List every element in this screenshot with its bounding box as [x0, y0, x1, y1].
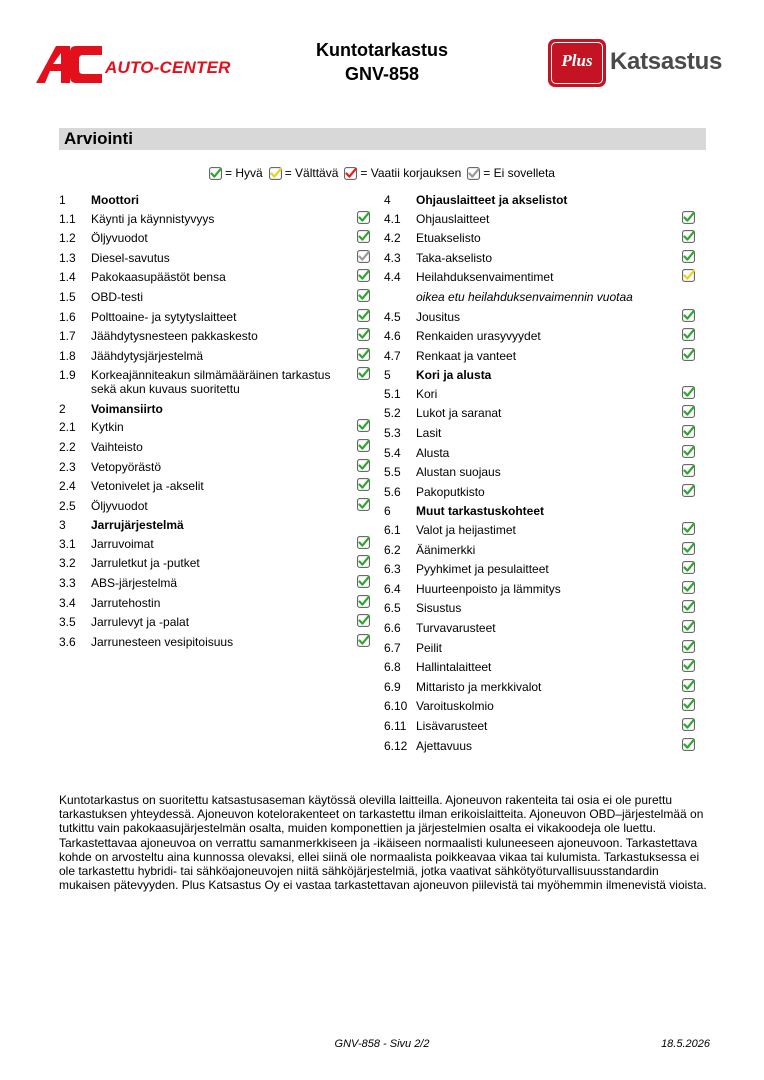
- item-number: 4.6: [384, 329, 401, 344]
- item-label: Pyyhkimet ja pesulaitteet: [416, 562, 549, 577]
- checkbox-good-icon: [682, 718, 695, 731]
- item-label: Jäähdytysjärjestelmä: [91, 348, 204, 363]
- checkbox-good-icon: [357, 211, 370, 224]
- item-number: 6.12: [384, 738, 408, 753]
- checkbox-good-icon: [682, 386, 695, 399]
- section-heading-label: Jarrujärjestelmä: [91, 518, 184, 533]
- checkbox-good-icon: [357, 536, 370, 549]
- item-label: Taka-akselisto: [416, 250, 493, 265]
- item-number: 6.3: [384, 562, 401, 577]
- item-number: 1.8: [59, 348, 76, 363]
- item-label: Öljyvuodot: [91, 231, 148, 246]
- item-label: Lukot ja saranat: [416, 406, 502, 421]
- item-number: 4.4: [384, 270, 401, 285]
- checkbox-good-icon: [357, 439, 370, 452]
- item-label: Peilit: [416, 640, 443, 655]
- item-number: 6.5: [384, 601, 401, 616]
- item-label: Renkaiden urasyvyydet: [416, 329, 541, 344]
- checkbox-good-icon: [357, 328, 370, 341]
- item-label: Alustan suojaus: [416, 465, 501, 480]
- section-title: Arviointi: [64, 129, 133, 148]
- checkbox-good-icon: [682, 405, 695, 418]
- plus-badge-text: Plus: [561, 51, 593, 70]
- item-number: 6.6: [384, 620, 401, 635]
- item-label: Kytkin: [91, 420, 124, 435]
- legend-label: = Vaatii korjauksen: [360, 166, 462, 180]
- item-label: Lisävarusteet: [416, 718, 488, 733]
- item-number: 5.2: [384, 406, 401, 421]
- item-number: 1.6: [59, 309, 76, 324]
- item-label: Diesel-savutus: [91, 250, 170, 265]
- checkbox-good-icon: [357, 309, 370, 322]
- checkbox-good-icon: [682, 581, 695, 594]
- item-label: Pakokaasupäästöt bensa: [91, 270, 226, 285]
- item-label: Polttoaine- ja sytytyslaitteet: [91, 309, 237, 324]
- item-number: 4.7: [384, 348, 401, 363]
- item-number: 3.3: [59, 576, 76, 590]
- legend-item-fair: [269, 166, 339, 180]
- checkbox-good-icon: [357, 289, 370, 302]
- item-label: Mittaristo ja merkkivalot: [416, 679, 542, 694]
- item-label: Varoituskolmio: [416, 699, 494, 714]
- checkbox-good-icon: [682, 348, 695, 361]
- legend-label: = Ei sovelleta: [483, 166, 555, 180]
- item-number: 6.2: [384, 542, 401, 557]
- item-label: Renkaat ja vanteet: [416, 348, 517, 363]
- item-label: OBD-testi: [91, 289, 144, 304]
- checkbox-good-icon: [682, 250, 695, 263]
- item-number: 2.4: [59, 479, 76, 494]
- ac-logo-mark-icon: [36, 44, 106, 84]
- checkbox-good-icon: [357, 595, 370, 608]
- checkbox-good-icon: [682, 600, 695, 613]
- checkbox-good-icon: [682, 640, 695, 653]
- item-number: 4: [384, 193, 391, 207]
- item-label: Kori: [416, 386, 438, 401]
- checkbox-good-icon: [357, 230, 370, 243]
- plus-katsastus-logo: [548, 39, 728, 87]
- section-heading-label: Kori ja alusta: [416, 368, 492, 383]
- item-number: 3.2: [59, 556, 76, 571]
- checkbox-good-icon: [682, 484, 695, 497]
- item-label: Korkeajänniteakun silmämääräinen tarkastus sekä akun kuvaus suoritettu: [91, 368, 331, 397]
- checkbox-good-icon: [357, 419, 370, 432]
- item-label: Ajettavuus: [416, 738, 473, 753]
- item-number: 2.1: [59, 420, 76, 435]
- section-heading-label: Ohjauslaitteet ja akselistot: [416, 193, 568, 207]
- item-number: 6.9: [384, 679, 401, 694]
- item-number: 5.5: [384, 465, 401, 480]
- section-heading-label: Muut tarkastuskohteet: [416, 504, 545, 519]
- item-number: 6: [384, 504, 391, 519]
- report-plate: GNV-858: [344, 64, 420, 84]
- item-label: Äänimerkki: [416, 542, 476, 557]
- item-number: 4.1: [384, 211, 401, 226]
- status-legend: [0, 166, 764, 183]
- checkbox-good-icon: [682, 328, 695, 341]
- checkbox-good-icon: [682, 698, 695, 711]
- legend-label: = Hyvä: [225, 166, 263, 180]
- item-number: 4.5: [384, 309, 401, 324]
- checkbox-good-icon: [357, 269, 370, 282]
- item-number: 4.2: [384, 231, 401, 246]
- item-number: 3.1: [59, 536, 76, 551]
- checkbox-good-icon: [682, 445, 695, 458]
- section-heading-label: Voimansiirto: [91, 401, 163, 416]
- item-label: Alusta: [416, 445, 450, 460]
- disclaimer-text: Kuntotarkastus on suoritettu katsastusaseman käytössä olevilla laitteilla. Ajoneuvon rakenteita tai osia ei ole purettu tarkastuksen yhteydessä. Ajoneuvon kotelorakenteet on tarkastettu ilman erikoislaitteita. Ajoneuvon OBD–järjestelmää on tutkittu vain pakokaasujärjestelmän osalta, muiden komponettien ja järjestelmien osalta ei vikakoodeja ole luettu. Tarkastettavaa ajoneuvoa on verrattu samanmerkkiseen ja -ikäiseen normaalisti kuluneeseen ajoneuvoon. Tarkastettava kohde on arvosteltu aina kunnossa olevaksi, ellei siinä ole normaalista poikkeavaa vikaa tai kulumista. Tarkastuksessa ei ole tarkastettu hybridi- tai sähköajoneuvojen niitä sähköjärjestelmiä, jotka vaativat sähkötyöturvallisuusstandardin mukaisen pätevyyden. Plus Katsastus Oy ei vastaa tarkastettavan ajoneuvon piilevistä tai myöhemmin ilmenevistä vioista.: [59, 793, 707, 893]
- item-label: Jarruletkut ja -putket: [91, 556, 200, 571]
- legend-item-na: [467, 166, 555, 180]
- item-number: 6.4: [384, 581, 401, 596]
- checkbox-good-icon: [357, 348, 370, 361]
- item-number: 6.11: [384, 718, 407, 733]
- item-label: Heilahduksenvaimentimet: [416, 270, 554, 285]
- checkbox-good-icon: [682, 211, 695, 224]
- item-label: Jarruvoimat: [91, 536, 154, 551]
- item-label: ABS-järjestelmä: [91, 576, 178, 590]
- checkbox-good-icon: [682, 738, 695, 751]
- item-number: 5.4: [384, 445, 401, 460]
- item-label: Ohjauslaitteet: [416, 211, 490, 226]
- legend-label: = Välttävä: [284, 166, 339, 180]
- checkbox-fair-icon: [269, 167, 282, 180]
- item-number: 1.9: [59, 368, 76, 383]
- item-number: 6.10: [384, 699, 408, 714]
- checkbox-good-icon: [357, 367, 370, 380]
- checkbox-good-icon: [357, 498, 370, 511]
- item-number: 1.1: [59, 211, 76, 226]
- checkbox-repair-icon: [344, 167, 357, 180]
- report-title: [270, 38, 494, 86]
- item-number: 5.1: [384, 386, 401, 401]
- item-label: Etuakselisto: [416, 231, 481, 246]
- checkbox-good-icon: [682, 464, 695, 477]
- item-number: 1.5: [59, 289, 76, 304]
- item-label: Sisustus: [416, 601, 462, 616]
- item-number: 3.5: [59, 615, 76, 630]
- item-label: Valot ja heijastimet: [416, 522, 516, 537]
- footer-date: 18.5.2026: [661, 1038, 710, 1050]
- report-title-line1: Kuntotarkastus: [315, 40, 449, 60]
- item-label: Jäähdytysnesteen pakkaskesto: [91, 329, 258, 344]
- checkbox-good-icon: [357, 555, 370, 568]
- checkbox-good-icon: [357, 614, 370, 627]
- item-number: 6.7: [384, 640, 401, 655]
- item-number: 5.6: [384, 484, 401, 499]
- item-label: Jarrutehostin: [91, 595, 161, 610]
- katsastus-logo-text: Katsastus: [610, 48, 723, 75]
- checkbox-na-icon: [467, 167, 480, 180]
- checkbox-good-icon: [682, 425, 695, 438]
- checkbox-good-icon: [357, 459, 370, 472]
- checkbox-good-icon: [682, 522, 695, 535]
- item-label: Jarrulevyt ja -palat: [91, 615, 190, 630]
- item-number: 6.1: [384, 522, 401, 537]
- checkbox-good-icon: [682, 230, 695, 243]
- checkbox-good-icon: [357, 478, 370, 491]
- item-note: oikea etu heilahduksenvaimennin vuotaa: [416, 289, 633, 304]
- item-number: 5.3: [384, 426, 401, 440]
- section-header-arviointi: [59, 128, 706, 150]
- auto-center-logo-text: AUTO-CENTER: [105, 58, 231, 77]
- checkbox-good-icon: [682, 309, 695, 322]
- item-label: Vetonivelet ja -akselit: [91, 479, 204, 494]
- item-number: 6.8: [384, 660, 401, 675]
- legend-item-good: [209, 166, 263, 180]
- item-label: Hallintalaitteet: [416, 660, 492, 675]
- checkbox-good-icon: [357, 575, 370, 588]
- item-number: 2.5: [59, 498, 76, 513]
- item-label: Käynti ja käynnistyvyys: [91, 211, 215, 226]
- checkbox-good-icon: [209, 167, 222, 180]
- checkbox-good-icon: [682, 679, 695, 692]
- checkbox-good-icon: [682, 542, 695, 555]
- item-label: Huurteenpoisto ja lämmitys: [416, 581, 561, 596]
- auto-center-logo: [36, 44, 231, 88]
- checkbox-good-icon: [357, 634, 370, 647]
- item-label: Jousitus: [416, 309, 461, 324]
- checkbox-na-icon: [357, 250, 370, 263]
- item-number: 1.7: [59, 329, 76, 344]
- item-number: 2: [59, 401, 66, 416]
- item-number: 1.2: [59, 231, 76, 246]
- item-label: Jarrunesteen vesipitoisuus: [91, 634, 234, 649]
- item-label: Vetopyörästö: [91, 459, 162, 474]
- item-number: 2.2: [59, 439, 76, 454]
- plus-badge-icon: [548, 39, 606, 87]
- item-number: 2.3: [59, 459, 76, 474]
- item-label: Vaihteisto: [91, 439, 143, 454]
- item-number: 3.6: [59, 634, 76, 649]
- legend-item-repair: [344, 166, 461, 180]
- item-number: 4.3: [384, 250, 401, 265]
- checkbox-good-icon: [682, 659, 695, 672]
- item-label: Öljyvuodot: [91, 498, 148, 513]
- item-number: 1.4: [59, 270, 76, 285]
- item-number: 5: [384, 368, 391, 383]
- item-number: 3.4: [59, 595, 76, 610]
- checkbox-fair-icon: [682, 269, 695, 282]
- item-label: Lasit: [416, 426, 442, 440]
- item-number: 1: [59, 193, 66, 207]
- checkbox-good-icon: [682, 561, 695, 574]
- item-number: 1.3: [59, 250, 76, 265]
- footer-page-number: GNV-858 - Sivu 2/2: [334, 1038, 430, 1050]
- section-heading-label: Moottori: [91, 193, 139, 207]
- item-label: Pakoputkisto: [416, 484, 485, 499]
- checkbox-good-icon: [682, 620, 695, 633]
- item-label: Turvavarusteet: [416, 620, 496, 635]
- item-number: 3: [59, 518, 66, 533]
